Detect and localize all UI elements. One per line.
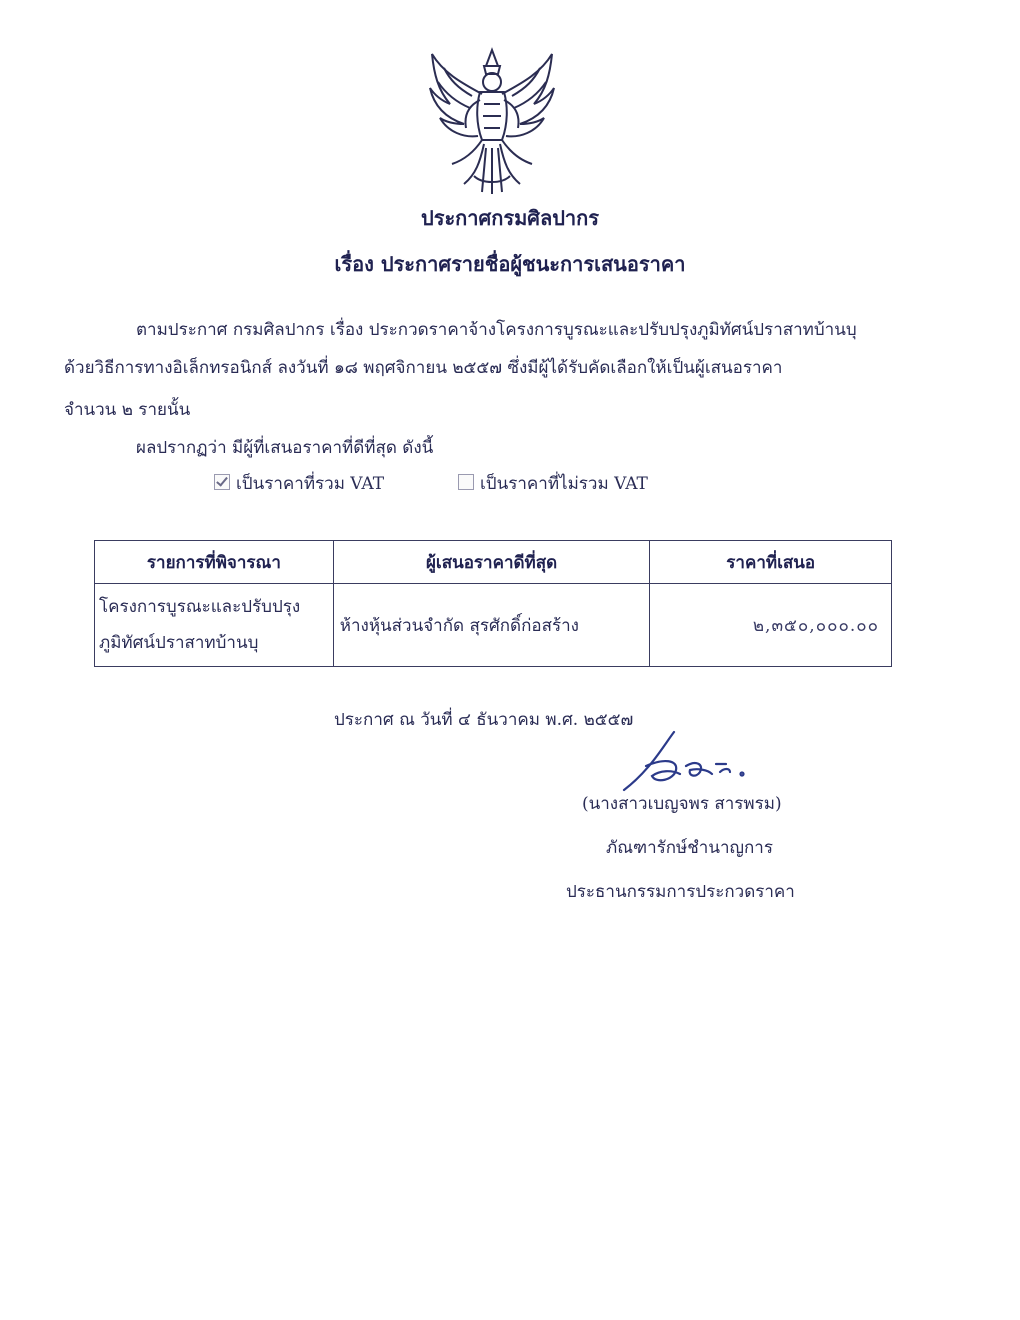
- vat-included-checkbox: [214, 474, 230, 490]
- item-line-2: ภูมิทัศน์ปราสาทบ้านบุ: [99, 633, 259, 653]
- vat-included-option: [214, 470, 384, 497]
- vat-included-label: เป็นราคาที่รวม VAT: [236, 474, 385, 494]
- item-line-1: โครงการบูรณะและปรับปรุง: [99, 597, 301, 617]
- announcement-title: ประกาศกรมศิลปากร: [421, 206, 599, 230]
- announcement-subject: เรื่อง ประกาศรายชื่อผู้ชนะการเสนอราคา: [334, 252, 686, 276]
- cell-item: [95, 584, 334, 667]
- header-price: ราคาที่เสนอ: [650, 541, 892, 584]
- vat-excluded-checkbox: [458, 474, 474, 490]
- bid-results-table: [94, 540, 892, 667]
- cell-price: ๒,๓๕๐,๐๐๐.๐๐: [650, 584, 892, 667]
- garuda-emblem: [424, 44, 560, 196]
- table-row: [95, 584, 892, 667]
- body-line-4: ผลปรากฏว่า มีผู้ที่เสนอราคาที่ดีที่สุด ดังนี้: [136, 438, 434, 458]
- cell-winner: ห้างหุ้นส่วนจำกัด สุรศักดิ์ก่อสร้าง: [333, 584, 650, 667]
- body-line-1: ตามประกาศ กรมศิลปากร เรื่อง ประกวดราคาจ้างโครงการบูรณะและปรับปรุงภูมิทัศน์ปราสาทบ้านบุ: [136, 320, 857, 340]
- vat-excluded-option: [458, 470, 648, 497]
- table-header-row: [95, 541, 892, 584]
- body-line-2: ด้วยวิธีการทางอิเล็กทรอนิกส์ ลงวันที่ ๑๘ พฤศจิกายน ๒๕๕๗ ซึ่งมีผู้ได้รับคัดเลือกให้เป็นผู้เสนอราคา: [64, 358, 783, 378]
- header-winner: ผู้เสนอราคาดีที่สุด: [333, 541, 650, 584]
- signer-position: ภัณฑารักษ์ชำนาญการ: [606, 838, 773, 858]
- header-item: รายการที่พิจารณา: [95, 541, 334, 584]
- signature-mark: [616, 726, 766, 796]
- signer-name: (นางสาวเบญจพร สารพรม): [582, 794, 782, 814]
- vat-excluded-label: เป็นราคาที่ไม่รวม VAT: [480, 474, 648, 494]
- body-line-3: จำนวน ๒ รายนั้น: [64, 400, 191, 420]
- signer-role: ประธานกรรมการประกวดราคา: [566, 882, 795, 902]
- announcement-date: ประกาศ ณ วันที่ ๔ ธันวาคม พ.ศ. ๒๕๕๗: [334, 710, 634, 730]
